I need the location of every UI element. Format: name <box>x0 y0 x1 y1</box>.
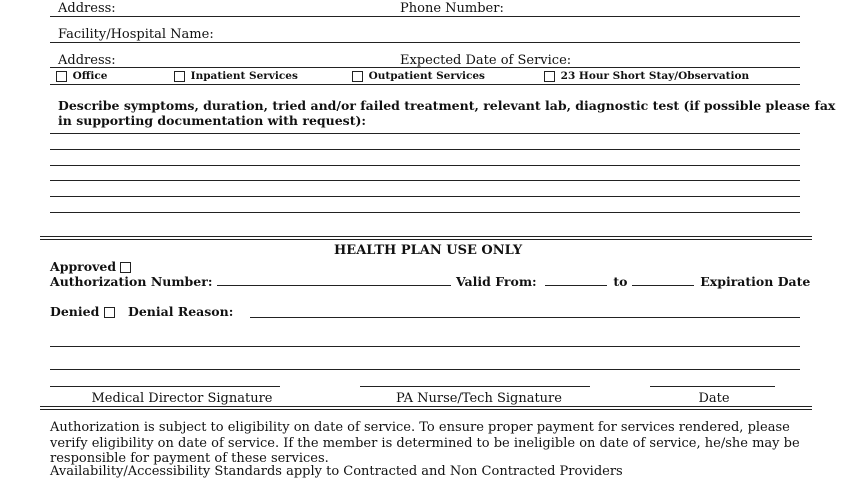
office-checkbox[interactable] <box>56 71 67 82</box>
denied-label: Denied <box>50 304 100 319</box>
date-label: Date <box>698 391 730 406</box>
outpatient-label: Outpatient Services <box>368 70 485 82</box>
describe-writing-line[interactable] <box>50 133 800 134</box>
approved-checkbox[interactable] <box>120 262 131 273</box>
date-signature-line[interactable] <box>650 386 775 387</box>
availability-standards-notice: Availability/Accessibility Standards apply to Contracted and Non Contracted Providers <box>50 464 623 479</box>
facility-name-field-line[interactable] <box>50 42 800 43</box>
describe-symptoms-line1: Describe symptoms, duration, tried and/or failed treatment, relevant lab, diagnostic test (if possible please fax <box>58 98 836 113</box>
describe-symptoms-line2: in supporting documentation with request): <box>58 113 367 128</box>
office-label: Office <box>72 70 108 82</box>
facility-address-field-line[interactable] <box>50 67 800 68</box>
expiration-date-label: Expiration Date <box>700 274 811 289</box>
inpatient-label: Inpatient Services <box>190 70 298 82</box>
medical-director-signature-label: Medical Director Signature <box>91 391 273 406</box>
denial-reason-label: Denial Reason: <box>128 304 234 319</box>
approved-label: Approved <box>50 259 117 274</box>
short-stay-checkbox[interactable] <box>544 71 555 82</box>
inpatient-checkbox[interactable] <box>174 71 185 82</box>
valid-from-label: Valid From: <box>456 274 537 289</box>
describe-writing-line[interactable] <box>50 180 800 181</box>
denial-writing-line[interactable] <box>50 369 800 370</box>
describe-writing-line[interactable] <box>50 196 800 197</box>
section-double-rule <box>40 236 812 240</box>
authorization-number-field[interactable] <box>217 274 451 286</box>
address-phone-field-line[interactable] <box>50 16 800 17</box>
service-short-stay-option[interactable] <box>544 70 749 82</box>
to-label: to <box>613 274 628 289</box>
valid-from-field[interactable] <box>545 274 607 286</box>
service-outpatient-option[interactable] <box>352 70 485 82</box>
eligibility-notice: Authorization is subject to eligibility on date of service. To ensure proper payment for services rendered, please verify eligibility on date of service. If the member is determined to be ineligible on date of service, he/she may be responsible for payment of these services. <box>50 420 800 466</box>
service-inpatient-option[interactable] <box>174 70 298 82</box>
facility-name-label: Facility/Hospital Name: <box>58 27 214 42</box>
denied-option[interactable] <box>50 304 117 319</box>
facility-address-label: Address: <box>58 53 116 68</box>
expected-date-label: Expected Date of Service: <box>400 53 572 68</box>
authorization-number-row <box>50 274 451 289</box>
valid-dates-row <box>456 274 810 289</box>
outpatient-checkbox[interactable] <box>352 71 363 82</box>
footer-double-rule <box>40 406 812 410</box>
describe-writing-line[interactable] <box>50 149 800 150</box>
address-label: Address: <box>58 1 116 16</box>
denied-checkbox[interactable] <box>104 307 115 318</box>
phone-number-label: Phone Number: <box>400 1 504 16</box>
valid-to-field[interactable] <box>632 274 694 286</box>
pa-nurse-signature-line[interactable] <box>360 386 590 387</box>
describe-writing-line[interactable] <box>50 212 800 213</box>
authorization-number-label: Authorization Number: <box>50 274 213 289</box>
pa-nurse-signature-label: PA Nurse/Tech Signature <box>396 391 562 406</box>
describe-writing-line[interactable] <box>50 165 800 166</box>
medical-director-signature-line[interactable] <box>50 386 280 387</box>
approved-option[interactable] <box>50 259 133 274</box>
denial-writing-line[interactable] <box>50 346 800 347</box>
denial-reason-field-line[interactable] <box>250 317 800 318</box>
service-types-divider <box>50 84 800 85</box>
short-stay-label: 23 Hour Short Stay/Observation <box>560 70 750 82</box>
health-plan-title: HEALTH PLAN USE ONLY <box>334 243 523 258</box>
service-office-option[interactable] <box>56 70 107 82</box>
